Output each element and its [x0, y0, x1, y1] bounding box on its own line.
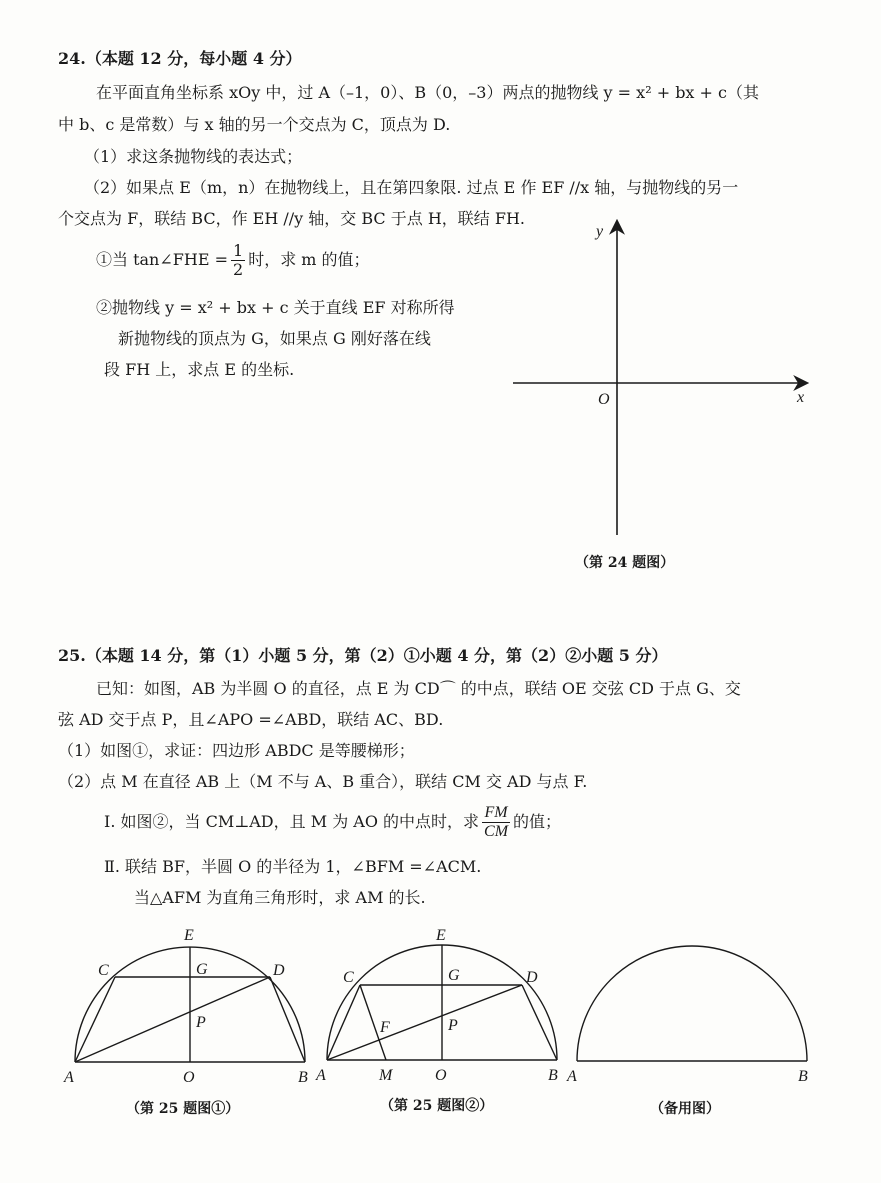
fig3-label-B: B [798, 1068, 808, 1085]
q25-figure2-caption: （第 25 题图②） [380, 1098, 494, 1114]
fig2-label-P: P [448, 1017, 458, 1034]
fig2-chord-AD [327, 985, 522, 1060]
fig2-label-C: C [343, 969, 354, 986]
q25-sub1-denominator: CM [484, 823, 509, 840]
q24-part2-line2: 个交点为 F，联结 BC，作 EH //y 轴，交 BC 于点 H，联结 FH. [58, 209, 526, 228]
fig1-label-B: B [298, 1069, 308, 1086]
fig1-chord-BD [270, 977, 305, 1062]
q25-part2: （2）点 M 在直径 AB 上（M 不与 A、B 重合），联结 CM 交 AD 与点 F. [58, 772, 588, 791]
fig2-label-A: A [316, 1067, 326, 1084]
q24-header: 24.（本题 12 分，每小题 4 分） [58, 49, 302, 68]
q25-sub2-line1: Ⅱ. 联结 BF，半圆 O 的半径为 1，∠BFM =∠ACM. [104, 857, 482, 876]
q24-y-axis-label: y [596, 223, 604, 240]
q24-figure-caption: （第 24 题图） [575, 555, 675, 571]
q25-figure3-caption: （备用图） [650, 1101, 720, 1117]
q24-coordinate-axes [513, 222, 806, 535]
q25-figure1 [75, 947, 305, 1062]
q25-figure1-caption: （第 25 题图①） [126, 1101, 240, 1117]
fig1-label-G: G [196, 961, 208, 978]
q24-sub1-numerator: 1 [233, 241, 244, 260]
fig2-label-E: E [436, 927, 446, 944]
q24-origin-label: O [598, 391, 610, 408]
fig1-chord-AC [75, 977, 115, 1062]
fig2-label-G: G [448, 967, 460, 984]
fig2-label-M: M [379, 1067, 393, 1084]
q24-x-axis-label: x [797, 389, 805, 406]
fig1-label-P: P [196, 1014, 206, 1031]
q24-sub2-line2: 新抛物线的顶点为 G，如果点 G 刚好落在线 [118, 329, 431, 348]
fig2-label-O: O [435, 1067, 447, 1084]
q24-sub2-line1: ②抛物线 y = x² + bx + c 关于直线 EF 对称所得 [96, 298, 455, 317]
q25-sub1-suffix: 的值； [513, 812, 562, 831]
q25-spare-figure [577, 946, 807, 1061]
fig1-label-D: D [273, 962, 285, 979]
fig2-label-F: F [380, 1019, 390, 1036]
fig2-chord-BD [522, 985, 557, 1060]
fig2-label-B: B [548, 1067, 558, 1084]
fig1-label-A: A [64, 1069, 74, 1086]
fig3-semicircle [577, 946, 807, 1061]
fig1-chord-AD [75, 977, 270, 1062]
q25-intro-line1: 已知：如图，AB 为半圆 O 的直径，点 E 为 CD⌒ 的中点，联结 OE 交弦 CD 于点 G、交 [96, 679, 741, 698]
q24-part2-line1: （2）如果点 E（m，n）在抛物线上，且在第四象限. 过点 E 作 EF //x 轴，与抛物线的另一 [84, 178, 739, 197]
q24-part1: （1）求这条抛物线的表达式； [84, 147, 303, 166]
q25-sub1-prefix: Ⅰ. 如图②，当 CM⊥AD，且 M 为 AO 的中点时，求 [104, 812, 480, 831]
fig1-label-E: E [184, 927, 194, 944]
fig3-label-A: A [567, 1068, 577, 1085]
q24-intro-line2: 中 b、c 是常数）与 x 轴的另一个交点为 C，顶点为 D. [58, 115, 451, 134]
q24-intro-line1: 在平面直角坐标系 xOy 中，过 A（–1，0）、B（0，–3）两点的抛物线 y = x² + bx + c（其 [96, 83, 759, 102]
fig2-label-D: D [526, 969, 538, 986]
q25-part1: （1）如图①，求证：四边形 ABDC 是等腰梯形； [58, 741, 415, 760]
fig1-label-O: O [183, 1069, 195, 1086]
q25-figure2 [327, 945, 557, 1060]
q25-intro-line2: 弦 AD 交于点 P，且∠APO =∠ABD，联结 AC、BD. [58, 710, 444, 729]
q24-sub1-prefix: ①当 tan∠FHE = [96, 250, 228, 269]
q25-sub1-numerator: FM [482, 804, 510, 823]
fig1-label-C: C [98, 962, 109, 979]
q25-header: 25.（本题 14 分，第（1）小题 5 分，第（2）①小题 4 分，第（2）②小题 5 分） [58, 646, 668, 665]
q25-sub2-line2: 当△AFM 为直角三角形时，求 AM 的长. [134, 888, 426, 907]
q24-sub1-suffix: 时，求 m 的值； [248, 250, 370, 269]
q24-sub1-denominator: 2 [233, 260, 244, 279]
q24-sub2-line3: 段 FH 上，求点 E 的坐标. [104, 360, 295, 379]
